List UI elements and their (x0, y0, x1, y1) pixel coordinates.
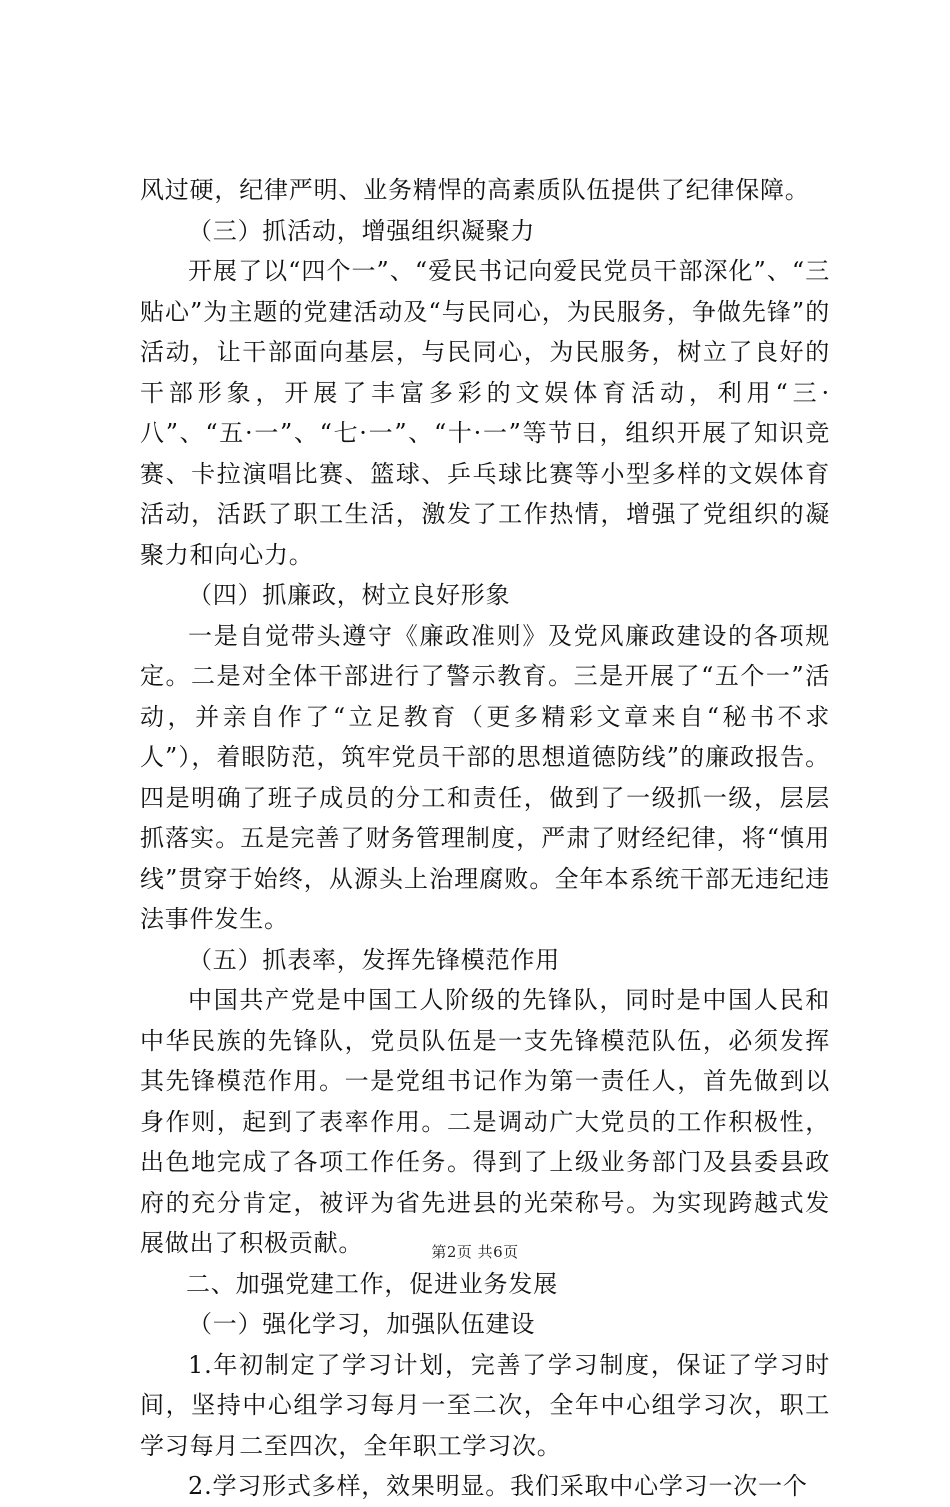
page-number-footer: 第2页 共6页 (431, 1243, 519, 1261)
paragraph-vanguard: 中国共产党是中国工人阶级的先锋队，同时是中国人民和中华民族的先锋队，党员队伍是一支先锋模范队伍，必须发挥其先锋模范作用。一是党组书记作为第一责任人，首先做到以身作则，起到了表率作用。二是调动广大党员的工作积极性，出色地完成了各项工作任务。得到了上级业务部门及县委县政府的充分肯定，被评为省先进县的光荣称号。为实现跨越式发展做出了积极贡献。 (140, 986, 830, 1257)
section-heading-2-1: （一）强化学习，加强队伍建设 (188, 1310, 536, 1338)
section-heading-5: （五）抓表率，发挥先锋模范作用 (188, 945, 560, 974)
paragraph-continued: 风过硬，纪律严明、业务精悍的高素质队伍提供了纪律保障。 (140, 176, 810, 204)
list-item-1: 1.年初制定了学习计划，完善了学习制度，保证了学习时间，坚持中心组学习每月一至二次，全年中心组学习次，职工学习每月二至四次，全年职工学习次。 (140, 1350, 830, 1460)
list-item-2: 2.学习形式多样，效果明显。我们采取中心学习一次一个 (188, 1472, 808, 1500)
paragraph-integrity: 一是自觉带头遵守《廉政准则》及党风廉政建设的各项规定。二是对全体干部进行了警示教育。三是开展了“五个一”活动，并亲自作了“立足教育（更多精彩文章来自“秘书不求人”），着眼防范，筑牢党员干部的思想道德防线”的廉政报告。四是明确了班子成员的分工和责任，做到了一级抓一级，层层抓落实。五是完善了财务管理制度，严肃了财经纪律，将“慎用线”贯穿于始终，从源头上治理腐败。全年本系统干部无违纪违法事件发生。 (140, 621, 830, 933)
section-heading-4: （四）抓廉政，树立良好形象 (188, 581, 511, 609)
chapter-heading-2: 二、加强党建工作，促进业务发展 (186, 1269, 558, 1298)
section-heading-3: （三）抓活动，增强组织凝聚力 (188, 216, 536, 245)
paragraph-activities: 开展了以“四个一”、“爱民书记向爱民党员干部深化”、“三贴心”为主题的党建活动及“与民同心，为民服务，争做先锋”的活动，让干部面向基层，与民同心，为民服务，树立了良好的干部形象，开展了丰富多彩的文娱体育活动，利用“三·八”、“五·一”、“七·一”、“十·一”等节日，组织开展了知识竞赛、卡拉演唱比赛、篮球、乒乓球比赛等小型多样的文娱体育活动，活跃了职工生活，激发了工作热情，增强了党组织的凝聚力和向心力。 (140, 257, 830, 569)
document-body (140, 170, 830, 1507)
